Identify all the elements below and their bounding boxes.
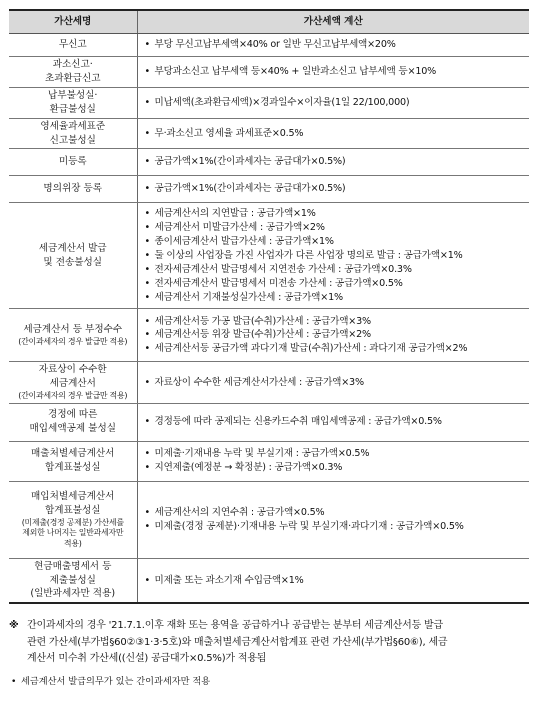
penalty-name-note: (미제출(경정 공제분) 가산세를: [21, 517, 124, 527]
penalty-name-line: 매입처별세금계산서: [31, 491, 115, 503]
penalty-name-cell: [9, 481, 137, 558]
penalty-name-note: 제외한 나머지는 일반과세자만: [22, 528, 124, 538]
table-row: [9, 481, 529, 558]
penalty-calculation-cell: [137, 57, 529, 88]
calculation-list: [138, 64, 530, 80]
calculation-item: • 미제출(경정 공제분)·기재내용 누락 및 부실기재·과다기재 : 공급가액×0.5%: [143, 520, 530, 534]
calculation-item: • 전자세금계산서 발급명세서 지연전송 가산세 : 공급가액×0.3%: [143, 263, 530, 277]
calculation-list: [138, 505, 530, 535]
penalty-name-cell: [9, 57, 137, 88]
penalty-name-cell: [9, 403, 137, 441]
footnotes: [9, 618, 531, 689]
calculation-list: [138, 573, 530, 589]
penalty-tax-table: [9, 9, 529, 604]
penalty-name-line: 세금계산서 등 부정수수: [23, 324, 123, 336]
penalty-name-line: 초과환급신고: [44, 72, 101, 84]
penalty-calculation-cell: [137, 34, 529, 57]
calculation-item: • 무·과소신고 영세율 과세표준×0.5%: [143, 127, 530, 141]
penalty-name-cell: [9, 34, 137, 57]
penalty-name-line: 제출불성실: [49, 574, 96, 586]
calculation-item: • 미납세액(초과환급세액)×경과일수×이자율(1일 22/100,000): [143, 96, 530, 110]
penalty-name-line: 매출처별세금계산서: [31, 448, 115, 460]
penalty-name-cell: [9, 362, 137, 403]
calculation-item: • 미제출 또는 과소기재 수입금액×1%: [143, 574, 530, 588]
table-row: [9, 87, 529, 118]
penalty-name-cell: [9, 309, 137, 362]
penalty-name-line: 세금계산서 발급: [38, 243, 107, 255]
penalty-name-cell: [9, 176, 137, 203]
calculation-item: • 미제출·기재내용 누락 및 부실기재 : 공급가액×0.5%: [143, 447, 530, 461]
table-row: [9, 176, 529, 203]
reference-mark: ※: [9, 620, 19, 631]
table-row: [9, 149, 529, 176]
table-row: [9, 57, 529, 88]
penalty-calculation-cell: [137, 362, 529, 403]
penalty-name-note: (간이과세자의 경우 발급만 적용): [18, 337, 128, 347]
penalty-name-line: 세금계산서: [49, 378, 96, 390]
footnote-line: 관련 가산세(부가법§60②③1·3·5호)와 매출처별세금계산서합계표 관련 가산세(부가법§60⑥), 세금: [27, 636, 448, 648]
calculation-list: [138, 126, 530, 142]
calculation-item: • 둘 이상의 사업장을 가진 사업자가 다른 사업장 명의로 발급 : 공급가액×1%: [143, 249, 530, 263]
table-row: [9, 309, 529, 362]
calculation-item: • 경정등에 따라 공제되는 신용카드수취 매입세액공제 : 공급가액×0.5%: [143, 415, 530, 429]
table-row: [9, 403, 529, 441]
penalty-name-line: 명의위장 등록: [43, 183, 103, 195]
penalty-calculation-cell: [137, 481, 529, 558]
footnote-sub: • 세금계산서 발급의무가 있는 간이과세자만 적용: [9, 674, 531, 689]
calculation-item: • 자료상이 수수한 세금계산서가산세 : 공급가액×3%: [143, 376, 530, 390]
calculation-item: • 지연제출(예정분 → 확정분) : 공급가액×0.3%: [143, 461, 530, 475]
penalty-name-line: 자료상이 수수한: [38, 364, 107, 376]
table-row: [9, 558, 529, 603]
calculation-list: [138, 446, 530, 476]
penalty-calculation-cell: [137, 309, 529, 362]
calculation-item: • 부당과소신고 납부세액 등×40% + 일반과소신고 납부세액 등×10%: [143, 65, 530, 79]
calculation-item: • 전자세금계산서 발급명세서 미전송 가산세 : 공급가액×0.5%: [143, 277, 530, 291]
penalty-name-line: 납부불성실·: [48, 89, 98, 101]
calculation-item: • 세금계산서등 위장 발급(수취)가산세 : 공급가액×2%: [143, 328, 530, 342]
footnote-line: 계산서 미수취 가산세((신설) 공급대가×0.5%)가 적용됨: [27, 653, 267, 664]
penalty-calculation-cell: [137, 441, 529, 481]
footnote-main: [9, 618, 531, 668]
table-row: [9, 362, 529, 403]
penalty-name-cell: [9, 87, 137, 118]
penalty-calculation-cell: [137, 87, 529, 118]
penalty-name-cell: [9, 441, 137, 481]
calculation-list: [138, 375, 530, 391]
penalty-name-line: 현금매출명세서 등: [34, 560, 112, 572]
penalty-calculation-cell: [137, 176, 529, 203]
column-header-tax-name: 가산세명: [9, 10, 137, 34]
penalty-name-line: 매입세액공제 불성실: [29, 423, 116, 435]
calculation-list: [138, 37, 530, 53]
calculation-item: • 부당 무신고납부세액×40% or 일반 무신고납부세액×20%: [143, 38, 530, 52]
penalty-name-cell: [9, 203, 137, 309]
table-body: [9, 34, 529, 604]
penalty-name-cell: [9, 149, 137, 176]
penalty-name-line: 합계표불성실: [44, 462, 101, 474]
calculation-item: • 세금계산서의 지연수취 : 공급가액×0.5%: [143, 506, 530, 520]
calculation-list: [138, 314, 530, 358]
penalty-calculation-cell: [137, 403, 529, 441]
penalty-name-line: 경정에 따른: [48, 409, 98, 421]
calculation-item: • 공급가액×1%(간이과세자는 공급대가×0.5%): [143, 155, 530, 169]
calculation-item: • 세금계산서 기재불성실가산세 : 공급가액×1%: [143, 291, 530, 305]
penalty-name-cell: [9, 558, 137, 603]
penalty-name-note: 적용): [63, 538, 82, 548]
calculation-item: • 세금계산서 미발급가산세 : 공급가액×2%: [143, 221, 530, 235]
footnote-line: 간이과세자의 경우 '21.7.1.이후 재화 또는 용역을 공급하거나 공급받는 분부터 세금계산서등 발급: [27, 620, 443, 631]
penalty-name-line: 미등록: [58, 156, 87, 168]
penalty-name-line: 및 전송불성실: [43, 256, 103, 268]
penalty-calculation-cell: [137, 203, 529, 309]
penalty-calculation-cell: [137, 118, 529, 149]
column-header-tax-calculation: 가산세액 계산: [137, 10, 529, 34]
calculation-list: [138, 95, 530, 111]
calculation-list: [138, 181, 530, 197]
calculation-item: • 공급가액×1%(간이과세자는 공급대가×0.5%): [143, 182, 530, 196]
calculation-item: • 세금계산서의 지연발급 : 공급가액×1%: [143, 207, 530, 221]
calculation-item: • 종이세금계산서 발급가산세 : 공급가액×1%: [143, 235, 530, 249]
calculation-item: • 세금계산서등 공급가액 과다기재 발급(수취)가산세 : 과다기재 공급가액×2%: [143, 342, 530, 356]
penalty-name-line: 환급불성실: [49, 103, 96, 115]
penalty-name-line: (일반과세자만 적용): [30, 588, 116, 600]
calculation-list: [138, 154, 530, 170]
penalty-calculation-cell: [137, 558, 529, 603]
penalty-name-note: (간이과세자의 경우 발급만 적용): [18, 391, 128, 401]
penalty-calculation-cell: [137, 149, 529, 176]
table-row: [9, 118, 529, 149]
table-row: [9, 441, 529, 481]
table-row: [9, 203, 529, 309]
calculation-item: • 세금계산서등 가공 발급(수취)가산세 : 공급가액×3%: [143, 315, 530, 329]
table-row: [9, 34, 529, 57]
penalty-name-cell: [9, 118, 137, 149]
calculation-list: [138, 206, 530, 305]
penalty-name-line: 합계표불성실: [44, 505, 101, 517]
penalty-name-line: 무신고: [58, 39, 87, 51]
penalty-name-line: 과소신고·: [52, 59, 93, 70]
table-header-row: [9, 10, 529, 34]
penalty-name-line: 영세율과세표준: [40, 120, 106, 132]
penalty-name-line: 신고불성실: [49, 134, 96, 146]
calculation-list: [138, 414, 530, 430]
